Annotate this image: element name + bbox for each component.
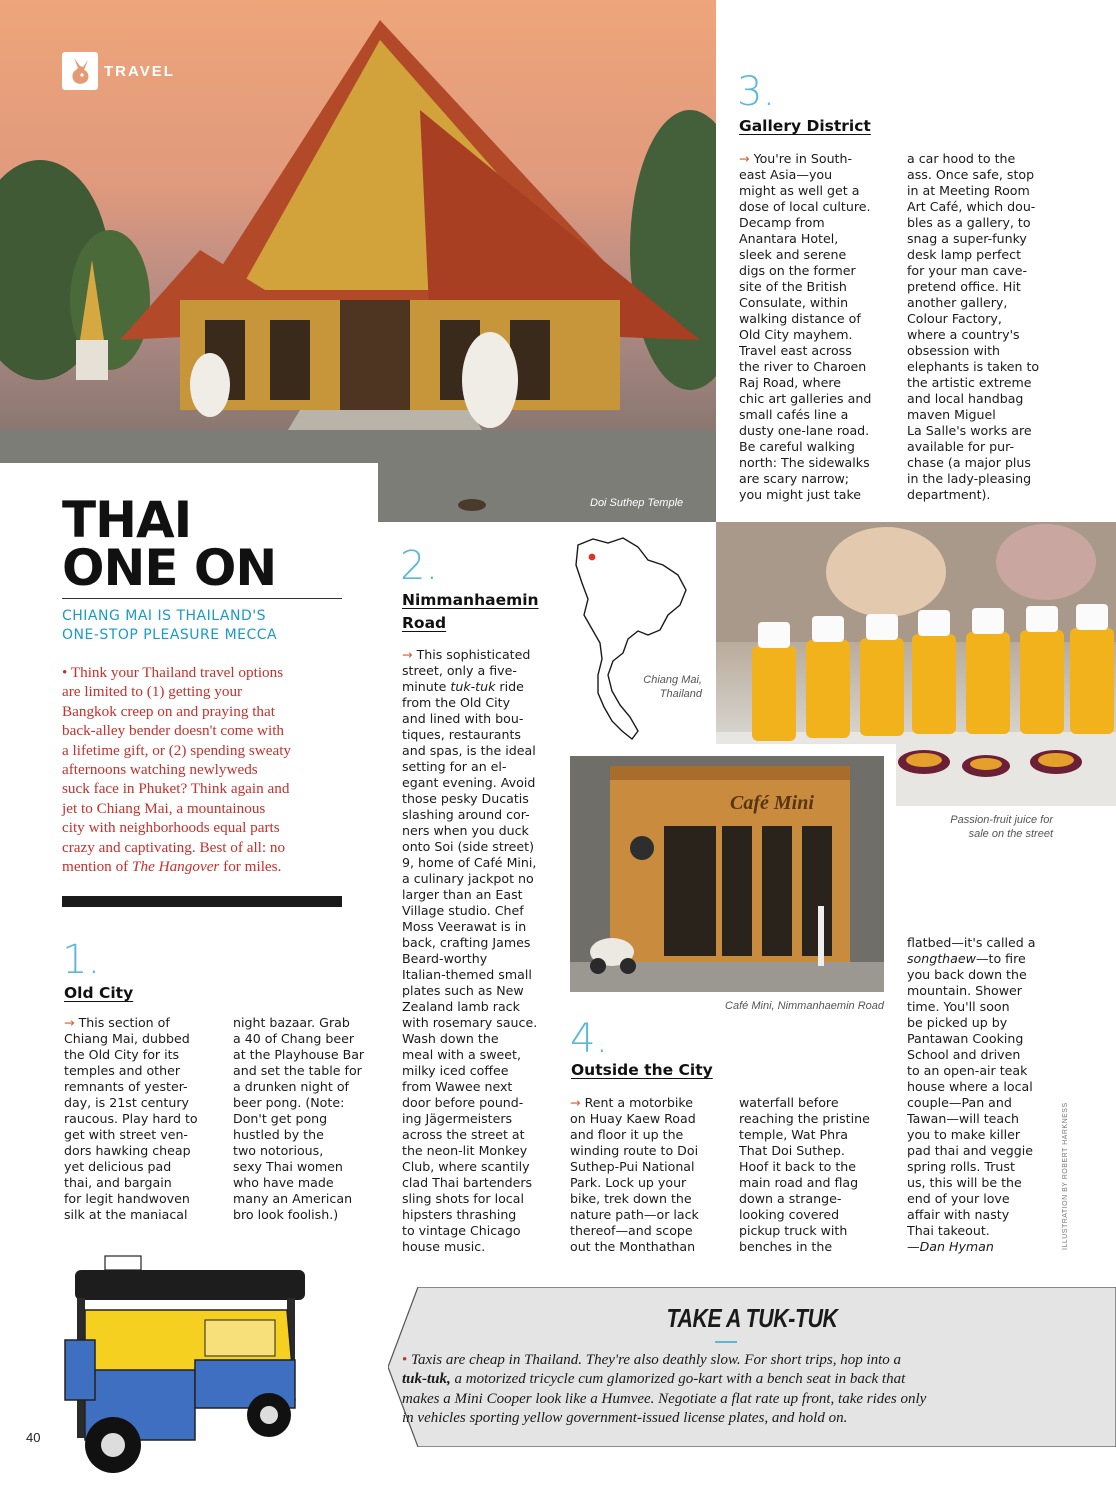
text-line: down a strange- xyxy=(739,1191,842,1206)
text-line: Italian-themed small xyxy=(402,967,532,982)
text-line: → This section of xyxy=(64,1015,170,1030)
article-title xyxy=(62,491,277,597)
text-line: on Huay Kaew Road xyxy=(570,1111,696,1126)
text-line: two notorious, xyxy=(233,1143,324,1158)
subtitle-line-1: CHIANG MAI IS THAILAND'S xyxy=(62,608,266,624)
sidebar-title-rule xyxy=(715,1341,737,1343)
hero-caption: Doi Suthep Temple xyxy=(590,497,684,509)
text-line: bike, trek down the xyxy=(570,1191,692,1206)
text-line: Be careful walking xyxy=(739,439,855,454)
sidebar-text: a motorized tricycle cum glamorized go-kart with a bench seat in back that xyxy=(454,1371,906,1388)
text-line: Moss Veerawat is in xyxy=(402,919,527,934)
text-line: Beard-worthy xyxy=(402,951,488,966)
text-line: house music. xyxy=(402,1239,486,1254)
text-line: from Wawee next xyxy=(402,1079,513,1094)
text-line: That Doi Suthep. xyxy=(739,1143,845,1158)
intro-line: are limited to (1) getting your xyxy=(62,683,243,701)
text-line: bro look foolish.) xyxy=(233,1207,339,1222)
text-line: where a country's xyxy=(907,327,1020,342)
author-byline: —Dan Hyman xyxy=(907,1239,994,1254)
text-line: nature path—or lack xyxy=(570,1207,699,1222)
sidebar-line: in vehicles sporting yellow government-issued license plates, and hold on. xyxy=(402,1410,848,1427)
map-caption xyxy=(620,673,702,701)
text-line: maven Miguel xyxy=(907,407,996,422)
intro-line: city with neighborhoods equal parts xyxy=(62,819,280,837)
article-subtitle xyxy=(62,607,352,645)
text-line: east Asia—you xyxy=(739,167,833,182)
sidebar-line: makes a Mini Cooper look like a Humvee. Negotiate a flat rate up front, take rides only xyxy=(402,1390,927,1407)
text-line: dors hawking cheap xyxy=(64,1143,191,1158)
text-line: you back down the xyxy=(907,967,1027,982)
sidebar-title-wrap xyxy=(388,1303,1116,1334)
text-line: walking distance of xyxy=(739,311,861,326)
section-2-col xyxy=(402,647,560,1255)
text-line: looking covered xyxy=(739,1207,840,1222)
text-line: desk lamp perfect xyxy=(907,247,1022,262)
sidebar-title: TAKE A TUK-TUK xyxy=(666,1303,838,1333)
intro-text: mention of xyxy=(62,858,129,876)
text-line: house where a local xyxy=(907,1079,1033,1094)
section-1-col-2 xyxy=(233,1015,393,1223)
text-line: and floor it up the xyxy=(570,1127,684,1142)
tuk-tuk-illustration xyxy=(55,1250,315,1480)
text-line: a drunken night of xyxy=(233,1079,349,1094)
section-4-heading: Outside the City xyxy=(571,1061,713,1079)
text-line: thereof—and scope xyxy=(570,1223,693,1238)
text-line: mountain. Shower xyxy=(907,983,1022,998)
arrow-icon: → xyxy=(570,1095,581,1110)
text-line: obsession with xyxy=(907,343,1001,358)
text-line: Colour Factory, xyxy=(907,311,1002,326)
intro-line: afternoons watching newlyweds xyxy=(62,761,258,779)
caption-line: sale on the street xyxy=(968,828,1053,840)
text-line: a culinary jackpot no xyxy=(402,871,534,886)
text-line: songthaew—to fire xyxy=(907,951,1026,966)
sidebar-line xyxy=(402,1351,1102,1370)
text-line: Suthep-Pui National xyxy=(570,1159,695,1174)
text-line: Old City mayhem. xyxy=(739,327,853,342)
text-line: and set the table for xyxy=(233,1063,362,1078)
text-line: you to make killer xyxy=(907,1127,1021,1142)
section-4-col-1 xyxy=(570,1095,736,1255)
text-line: yet delicious pad xyxy=(64,1159,172,1174)
text-line: flatbed—it's called a xyxy=(907,935,1036,950)
text-line: ass. Once safe, stop xyxy=(907,167,1035,182)
text-line: reaching the pristine xyxy=(739,1111,870,1126)
text-line: bles as a gallery, to xyxy=(907,215,1031,230)
text-line: egant evening. Avoid xyxy=(402,775,536,790)
text-line: benches in the xyxy=(739,1239,833,1254)
text-line: get with street ven- xyxy=(64,1127,188,1142)
text-line: → Rent a motorbike xyxy=(570,1095,694,1110)
text-line: sling shots for local xyxy=(402,1191,524,1206)
text-line: La Salle's works are xyxy=(907,423,1032,438)
text-line: Don't get pong xyxy=(233,1111,328,1126)
section-label: TRAVEL xyxy=(104,62,175,80)
text-line: department). xyxy=(907,487,991,502)
text-line: temples and other xyxy=(64,1063,181,1078)
text-line: street, only a five- xyxy=(402,663,517,678)
text-line: remnants of yester- xyxy=(64,1079,188,1094)
illustration-credit xyxy=(1062,1090,1074,1250)
intro-line: crazy and captivating. Best of all: no xyxy=(62,838,286,856)
text-line: slashing around cor- xyxy=(402,807,530,822)
tuk-tuk-icon xyxy=(55,1250,315,1480)
text-line: who have made xyxy=(233,1175,334,1190)
text-line: pretend office. Hit xyxy=(907,279,1021,294)
heading-line: Road xyxy=(402,614,447,632)
section-4-col-2 xyxy=(739,1095,905,1255)
text-line: in at Meeting Room xyxy=(907,183,1030,198)
arrow-icon: → xyxy=(402,647,413,662)
text-line: beer pong. (Note: xyxy=(233,1095,345,1110)
cafe-sign: Café Mini xyxy=(730,792,814,814)
section-1-number: 1. xyxy=(62,937,101,983)
text-line: be picked up by xyxy=(907,1015,1008,1030)
text-line: Hoof it back to the xyxy=(739,1159,857,1174)
text-line: plates such as New xyxy=(402,983,524,998)
text-line: digs on the former xyxy=(739,263,856,278)
text-line: night bazaar. Grab xyxy=(233,1015,350,1030)
caption-line: Thailand xyxy=(659,688,702,700)
section-3-number: 3. xyxy=(737,69,776,115)
title-rule xyxy=(62,598,342,599)
intro-text: for miles. xyxy=(223,858,282,876)
section-4-number: 4. xyxy=(570,1016,609,1062)
text-line: north: The sidewalks xyxy=(739,455,870,470)
cafe-caption: Café Mini, Nimmanhaemin Road xyxy=(725,1000,884,1012)
text-line: and lined with bou- xyxy=(402,711,524,726)
sidebar-body xyxy=(402,1351,1102,1429)
intro-line xyxy=(62,857,344,876)
text-line: the river to Charoen xyxy=(739,359,867,374)
cafe-storefront-illustration xyxy=(570,756,884,992)
text-line: → This sophisticated xyxy=(402,647,531,662)
text-line: might as well get a xyxy=(739,183,860,198)
section-1-col-1 xyxy=(64,1015,234,1223)
text-line: available for pur- xyxy=(907,439,1015,454)
text-line: out the Monthathan xyxy=(570,1239,696,1254)
intro-line: • Think your Thailand travel options xyxy=(62,664,284,681)
page-number: 40 xyxy=(26,1430,41,1445)
text-line: spring rolls. Trust xyxy=(907,1159,1015,1174)
section-4-col-3 xyxy=(907,935,1057,1255)
text-line: day, is 21st century xyxy=(64,1095,189,1110)
text-line: temple, Wat Phra xyxy=(739,1127,848,1142)
bullet-icon: • xyxy=(402,1352,408,1368)
text-line: a 40 of Chang beer xyxy=(233,1031,355,1046)
credit-text: ILLUSTRATION BY ROBERT HARKNESS xyxy=(1062,1102,1069,1250)
caption-line: Passion-fruit juice for xyxy=(950,814,1053,826)
text-line: snag a super-funky xyxy=(907,231,1027,246)
section-tag xyxy=(62,52,175,90)
text-line: Thai takeout. xyxy=(907,1223,990,1238)
section-3-heading: Gallery District xyxy=(739,117,871,135)
text-line: ing Jägermeisters xyxy=(402,1111,513,1126)
title-line-1: THAI xyxy=(62,491,192,549)
text-line: another gallery, xyxy=(907,295,1008,310)
title-line-2: ONE ON xyxy=(62,539,277,597)
text-line: for your man cave- xyxy=(907,263,1027,278)
text-line: → You're in South- xyxy=(739,151,853,166)
text-line: hipsters thrashing xyxy=(402,1207,517,1222)
text-line: Park. Lock up your xyxy=(570,1175,687,1190)
text-line: clad Thai bartenders xyxy=(402,1175,533,1190)
section-2-number: 2. xyxy=(400,543,439,589)
heading-line: Nimmanhaemin xyxy=(402,591,539,609)
text-line: the neon-lit Monkey xyxy=(402,1143,528,1158)
text-line: the Old City for its xyxy=(64,1047,180,1062)
text-line: many an American xyxy=(233,1191,353,1206)
text-line: across the street at xyxy=(402,1127,525,1142)
intro-line: back-alley bender doesn't come with xyxy=(62,722,285,740)
text-line: pad thai and veggie xyxy=(907,1143,1033,1158)
text-line: tiques, restaurants xyxy=(402,727,521,742)
text-line: site of the British xyxy=(739,279,847,294)
text-line: in the lady-pleasing xyxy=(907,471,1032,486)
text-line: Raj Road, where xyxy=(739,375,841,390)
intro-line: a lifetime gift, or (2) spending sweaty xyxy=(62,741,292,759)
text-line: and local handbag xyxy=(907,391,1024,406)
text-line: dose of local culture. xyxy=(739,199,871,214)
section-1-heading: Old City xyxy=(64,984,134,1002)
text-line: chic art galleries and xyxy=(739,391,872,406)
text-line: Consulate, within xyxy=(739,295,849,310)
text-line: from the Old City xyxy=(402,695,511,710)
text-line: at the Playhouse Bar xyxy=(233,1047,365,1062)
text-line: are scary narrow; xyxy=(739,471,850,486)
intro-line: Bangkok creep on and praying that xyxy=(62,702,275,720)
section-2-heading xyxy=(402,589,539,635)
section-3-col-2 xyxy=(907,151,1087,503)
arrow-icon: → xyxy=(64,1015,75,1030)
text-line: Decamp from xyxy=(739,215,825,230)
caption-line: Chiang Mai, xyxy=(643,674,702,686)
text-line: meal with a sweet, xyxy=(402,1047,521,1062)
text-line: silk at the maniacal xyxy=(64,1207,188,1222)
sidebar-line xyxy=(402,1370,1102,1389)
text-line: raucous. Play hard to xyxy=(64,1111,198,1126)
text-line: milky iced coffee xyxy=(402,1063,509,1078)
text-line: waterfall before xyxy=(739,1095,839,1110)
section-3-col-1 xyxy=(739,151,904,503)
text-line: Pantawan Cooking xyxy=(907,1031,1024,1046)
text-line: dusty one-lane road. xyxy=(739,423,870,438)
intro-italic-title: The Hangover xyxy=(132,858,220,876)
text-line: chase (a major plus xyxy=(907,455,1031,470)
intro-paragraph xyxy=(62,663,344,876)
text-line: pickup truck with xyxy=(739,1223,848,1238)
text-line: sexy Thai women xyxy=(233,1159,343,1174)
text-line: 9, home of Café Mini, xyxy=(402,855,537,870)
text-line: elephants is taken to xyxy=(907,359,1040,374)
text-line: ners when you duck xyxy=(402,823,529,838)
text-line: onto Soi (side street) xyxy=(402,839,535,854)
subtitle-line-2: ONE-STOP PLEASURE MECCA xyxy=(62,627,278,643)
intro-rule xyxy=(62,896,342,907)
text-line: with rosemary sauce. xyxy=(402,1015,538,1030)
text-line: to an open-air teak xyxy=(907,1063,1028,1078)
text-line: end of your love xyxy=(907,1191,1010,1206)
text-line: Anantara Hotel, xyxy=(739,231,839,246)
text-line: main road and flag xyxy=(739,1175,859,1190)
thailand-outline-icon xyxy=(568,535,708,745)
text-line: small cafés line a xyxy=(739,407,849,422)
text-line: larger than an East xyxy=(402,887,523,902)
intro-line: suck face in Phuket? Think again and xyxy=(62,780,290,798)
text-line: us, this will be the xyxy=(907,1175,1022,1190)
sidebar-text: Taxis are cheap in Thailand. They're also deathly slow. For short trips, hop into a xyxy=(411,1352,902,1368)
text-line: Travel east across xyxy=(739,343,852,358)
text-line: to vintage Chicago xyxy=(402,1223,521,1238)
text-line: door before pound- xyxy=(402,1095,524,1110)
text-line: Tawan—will teach xyxy=(907,1111,1020,1126)
text-line: hustled by the xyxy=(233,1127,324,1142)
text-line: Art Café, which dou- xyxy=(907,199,1036,214)
text-line: a car hood to the xyxy=(907,151,1016,166)
text-line: winding route to Doi xyxy=(570,1143,699,1158)
intro-line: jet to Chiang Mai, a mountainous xyxy=(62,799,266,817)
text-line: and spas, is the ideal xyxy=(402,743,536,758)
text-line: Club, where scantily xyxy=(402,1159,530,1174)
text-line: setting for an el- xyxy=(402,759,507,774)
text-line: minute tuk-tuk ride xyxy=(402,679,524,694)
tuk-tuk-sidebar xyxy=(388,1287,1116,1447)
thailand-map xyxy=(568,535,708,745)
text-line: time. You'll soon xyxy=(907,999,1010,1014)
text-line: Zealand lamb rack xyxy=(402,999,520,1014)
text-line: thai, and bargain xyxy=(64,1175,172,1190)
rabbit-logo-icon xyxy=(62,52,98,90)
text-line: Village studio. Chef xyxy=(402,903,524,918)
text-line: back, crafting James xyxy=(402,935,531,950)
sidebar-bold-term: tuk-tuk, xyxy=(402,1371,451,1388)
text-line: the artistic extreme xyxy=(907,375,1032,390)
text-line: couple—Pan and xyxy=(907,1095,1012,1110)
arrow-icon: → xyxy=(739,151,750,166)
juice-caption xyxy=(900,813,1053,841)
text-line: School and driven xyxy=(907,1047,1021,1062)
text-line: for legit handwoven xyxy=(64,1191,190,1206)
text-line: sleek and serene xyxy=(739,247,847,262)
text-line: you might just take xyxy=(739,487,862,502)
text-line: those pesky Ducatis xyxy=(402,791,529,806)
text-line: Chiang Mai, dubbed xyxy=(64,1031,190,1046)
cafe-mini-photo xyxy=(570,756,884,992)
text-line: Wash down the xyxy=(402,1031,499,1046)
text-line: affair with nasty xyxy=(907,1207,1010,1222)
